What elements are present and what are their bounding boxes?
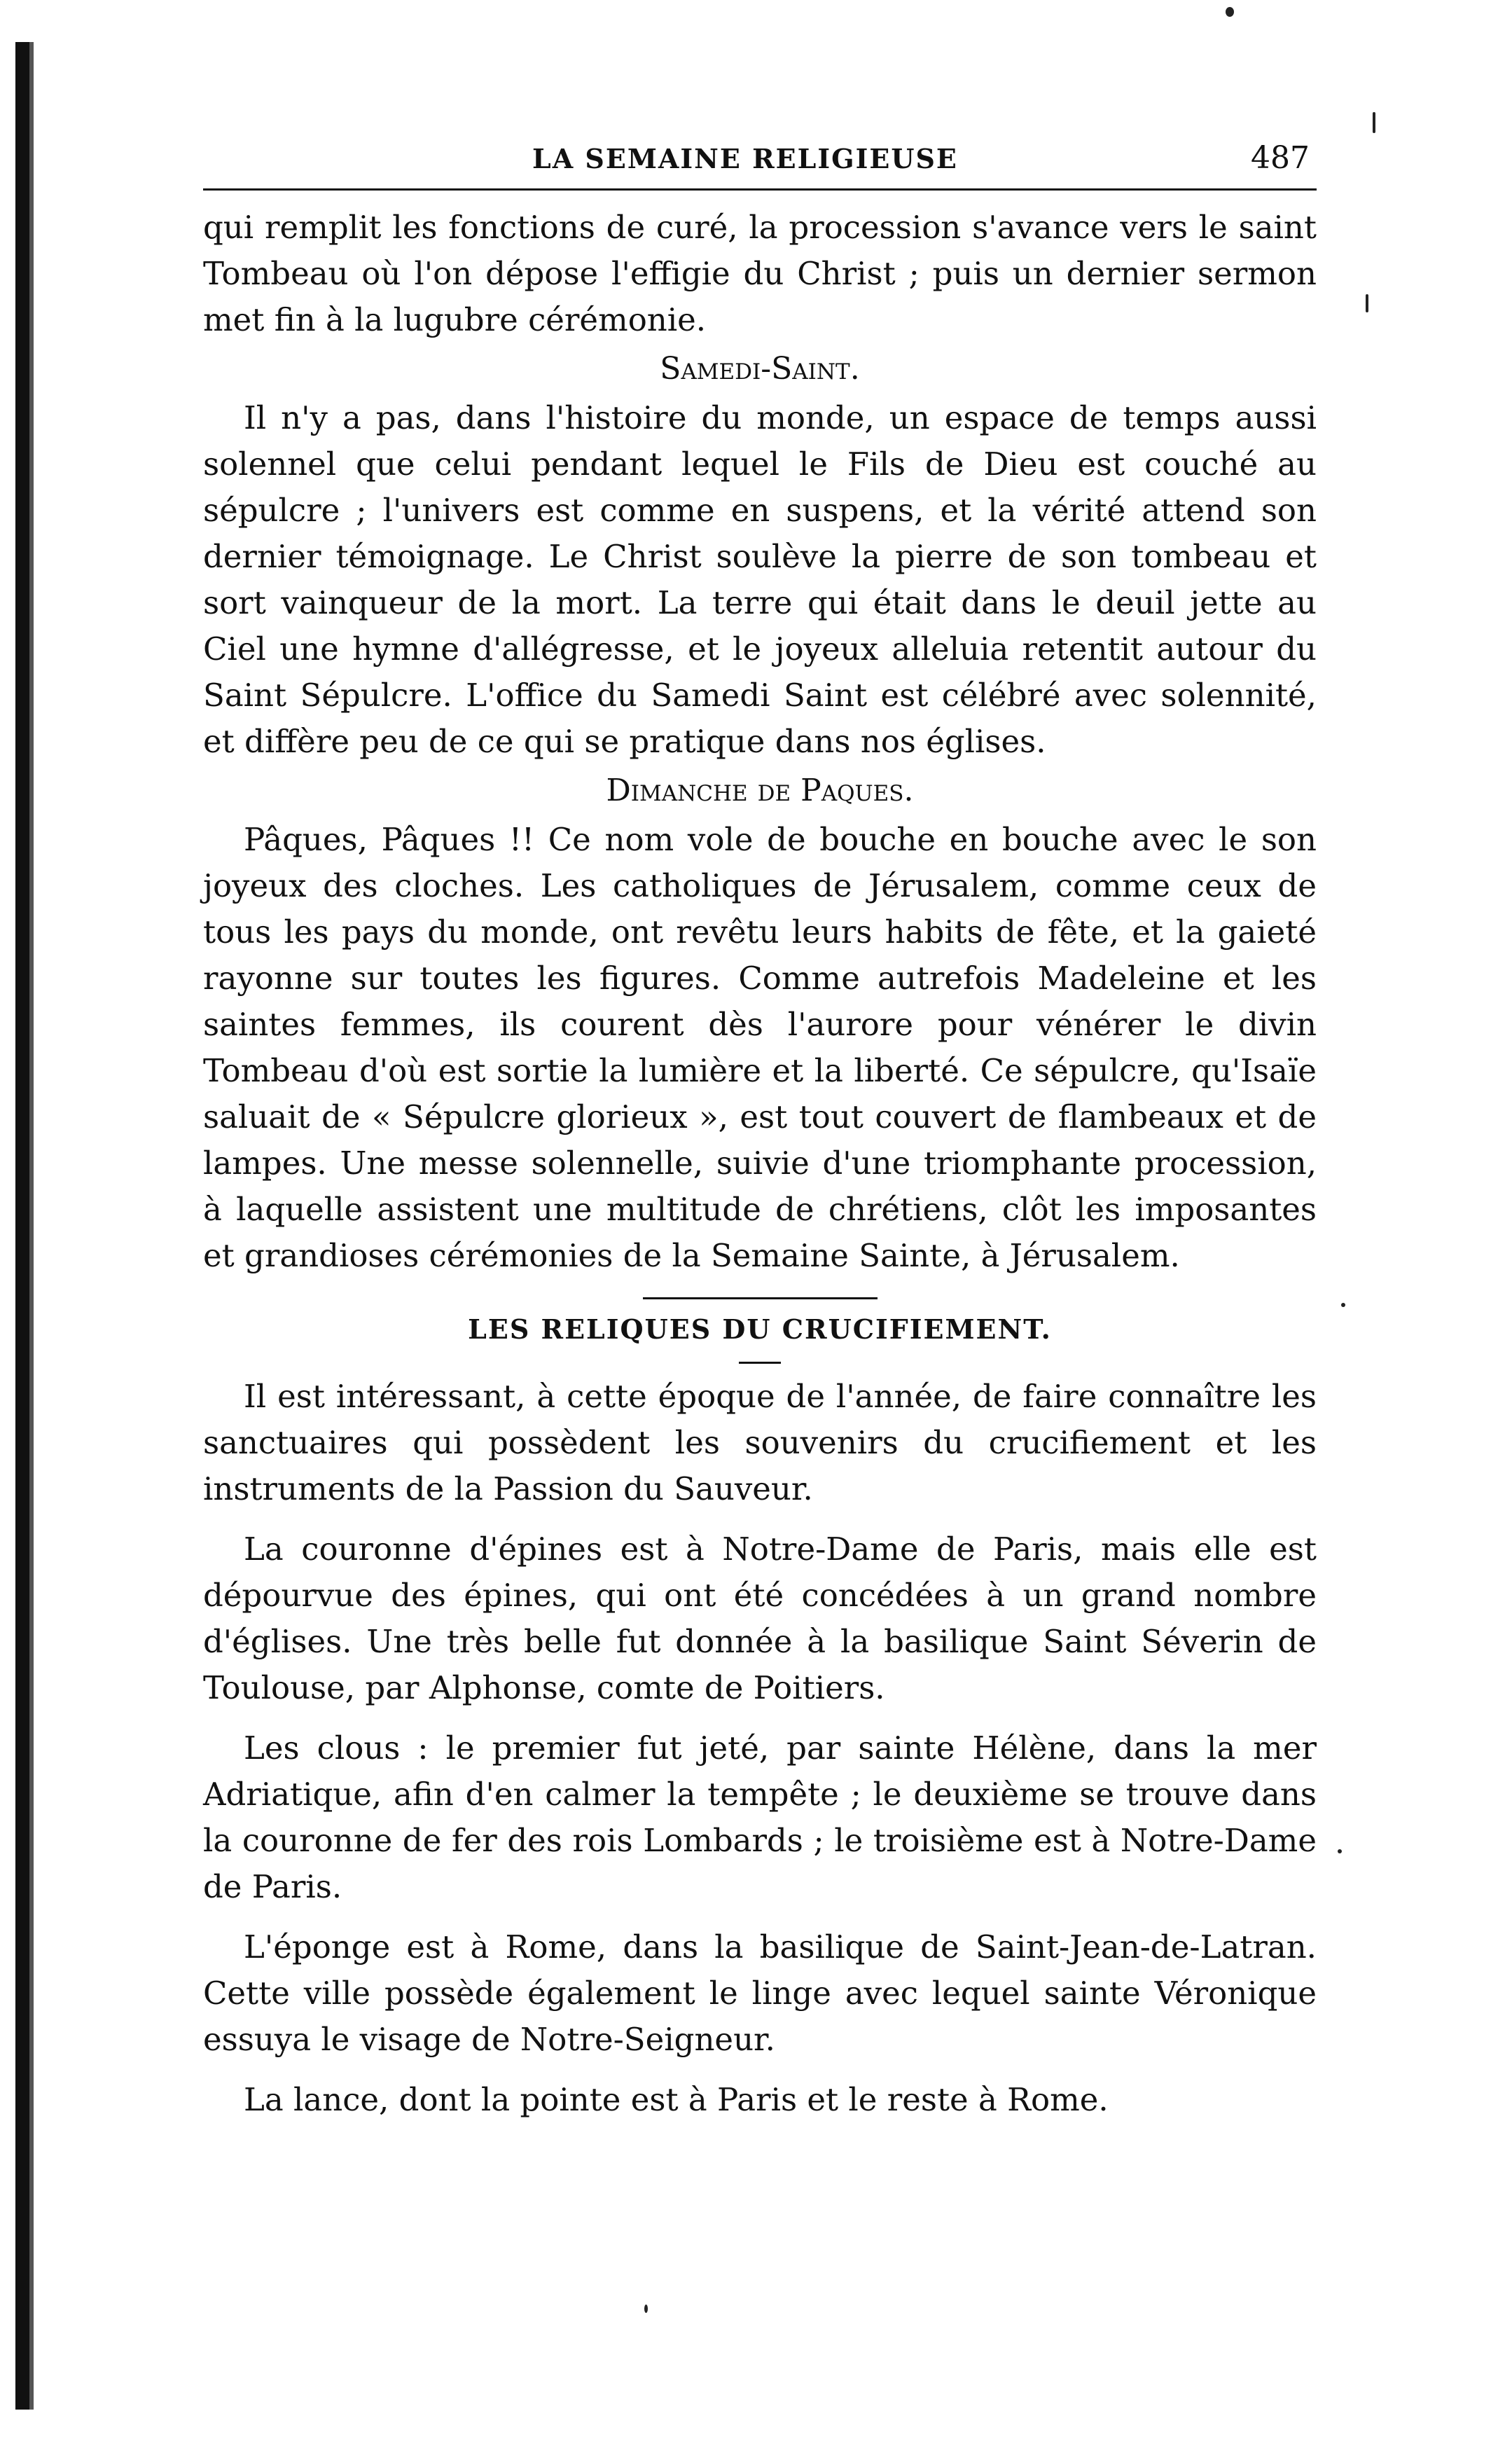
paragraph-continued: qui remplit les fonctions de curé, la procession s'avance vers le saint Tombeau où l'on dépose l'effigie du Christ ; puis un dernier sermon met fin à la lugubre cérémonie. (203, 209, 1317, 338)
book-page (203, 140, 1317, 2123)
page-number: 487 (1251, 140, 1310, 176)
print-speck (1338, 1849, 1342, 1853)
paragraph-paques: Pâques, Pâques !! Ce nom vole de bouche en bouche avec le son joyeux des cloches. Les catholiques de Jérusalem, comme ceux de tous les pays du monde, ont revêtu leurs habits de fête, et la gaieté rayonne sur toutes les figures. Comme autrefois Madeleine et les saintes femmes, ils courent dès l'aurore pour vénérer le divin Tombeau d'où est sortie la lumière et la liberté. Ce sépulcre, qu'Isaïe saluait de « Sépulcre glorieux », est tout couvert de flambeaux et de lampes. Une messe solennelle, suivie d'une triomphante procession, à laquelle assistent une multitude de chrétiens, clôt les imposantes et grandioses cérémonies de la Semaine Sainte, à Jérusalem. (203, 821, 1317, 1274)
section-heading-reliques: LES RELIQUES DU CRUCIFIEMENT. (468, 1313, 1052, 1345)
binding-shadow (15, 42, 29, 2410)
binding-shadow-edge (29, 42, 34, 2410)
subheading-dimanche-paques: Dimanche de Paques. (606, 773, 914, 808)
print-speck (1373, 112, 1375, 133)
print-speck (1226, 7, 1234, 17)
section-heading-rule (739, 1362, 781, 1364)
running-header (203, 140, 1317, 176)
running-title: LA SEMAINE RELIGIEUSE (532, 143, 958, 174)
paragraph-eponge: L'éponge est à Rome, dans la basilique de Saint-Jean-de-Latran. Cette ville possède également le linge avec lequel sainte Véronique essuya le visage de Notre-Seigneur. (203, 1928, 1317, 2058)
paragraph-couronne: La couronne d'épines est à Notre-Dame de Paris, mais elle est dépourvue des épines, qui ont été concédées à un grand nombre d'églises. Une très belle fut donnée à la basilique Saint Séverin de Toulouse, par Alphonse, comte de Poitiers. (203, 1531, 1317, 1706)
print-speck (644, 2305, 648, 2313)
header-rule (203, 188, 1317, 191)
paragraph-lance: La lance, dont la pointe est à Paris et le reste à Rome. (244, 2081, 1109, 2118)
paragraph-reliques-intro: Il est intéressant, à cette époque de l'année, de faire connaître les sanctuaires qui possèdent les souvenirs du crucifiement et les instruments de la Passion du Sauveur. (203, 1378, 1317, 1507)
subheading-samedi-saint: Samedi-Saint. (660, 351, 860, 387)
print-speck (1366, 294, 1368, 312)
paragraph-samedi: Il n'y a pas, dans l'histoire du monde, un espace de temps aussi solennel que celui pendant lequel le Fils de Dieu est couché au sépulcre ; l'univers est comme en suspens, et la vérité attend son dernier témoignage. Le Christ soulève la pierre de son tombeau et sort vainqueur de la mort. La terre qui était dans le deuil jette au Ciel une hymne d'allégresse, et le joyeux alleluia retentit autour du Saint Sépulcre. L'office du Samedi Saint est célébré avec solennité, et diffère peu de ce qui se pratique dans nos églises. (203, 399, 1317, 760)
section-divider (643, 1297, 878, 1299)
paragraph-clous: Les clous : le premier fut jeté, par sainte Hélène, dans la mer Adriatique, afin d'en calmer la tempête ; le deuxième se trouve dans la couronne de fer des rois Lombards ; le troisième est à Notre-Dame de Paris. (203, 1729, 1317, 1905)
print-speck (1341, 1303, 1345, 1307)
